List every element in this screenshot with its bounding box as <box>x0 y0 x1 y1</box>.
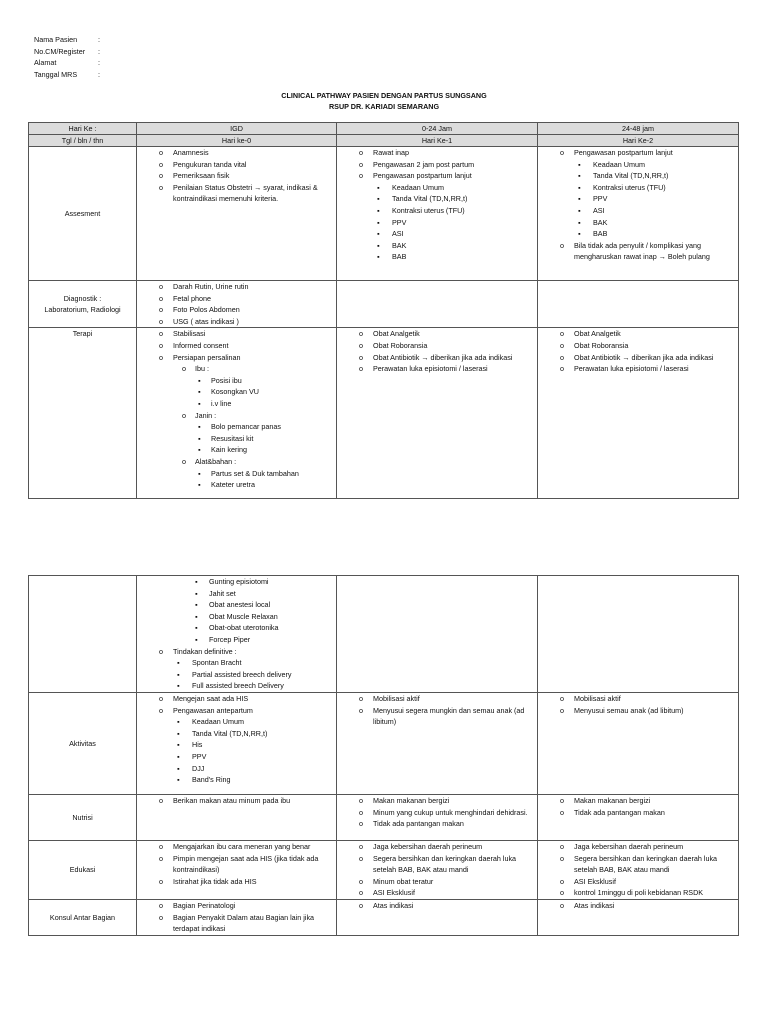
list-item: o Obat Roboransia <box>373 340 535 352</box>
colon: : <box>98 46 100 56</box>
sub-sub-item: ▪ Obat-obat uterotonika <box>209 622 334 634</box>
patient-cm-label: No.CM/Register <box>34 46 86 56</box>
list-item: o USG ( atas indikasi ) <box>173 316 334 328</box>
list-item: o ASI Eksklusif <box>574 876 736 888</box>
row-label-line: Diagnostik : <box>63 293 102 303</box>
cell-day1 <box>337 692 538 794</box>
header-cell: Hari Ke-1 <box>337 135 538 147</box>
list-item: o Makan makanan bergizi <box>574 795 736 807</box>
header-cell: Hari ke-0 <box>137 135 337 147</box>
pathway-table-page1 <box>28 122 739 499</box>
colon: : <box>98 69 100 79</box>
list-item: o Minum yang cukup untuk menghindari dehidrasi. <box>373 807 535 819</box>
cell-day2 <box>538 840 739 899</box>
list-item: o Pengawasan 2 jam post partum <box>373 159 535 171</box>
row-label: Nutrisi <box>29 794 137 840</box>
sub-item: ▪ ASI <box>392 228 535 240</box>
cell-day2 <box>538 328 739 499</box>
item-text: Tindakan definitive : <box>173 646 237 656</box>
list-item: o Stabilisasi <box>173 328 334 340</box>
edukasi-row <box>29 840 739 899</box>
list-item: o Obat Analgetik <box>373 328 535 340</box>
patient-address-row <box>34 57 100 69</box>
header-row-day <box>29 123 739 135</box>
colon: : <box>98 58 100 67</box>
list-item: o Anamnesis <box>173 147 334 159</box>
list-item: o Informed consent <box>173 340 334 352</box>
cell-day2 <box>538 281 739 328</box>
terapi-continued-row <box>29 576 739 693</box>
aktivitas-row <box>29 692 739 794</box>
list-item: o Minum obat teratur <box>373 876 535 888</box>
sub-item: ▪ Keadaan Umum <box>392 182 535 194</box>
item-text: Pengawasan antepartum <box>173 705 253 715</box>
header-cell: 0-24 Jam <box>337 123 538 135</box>
cell-day1 <box>337 328 538 499</box>
list-item: o Perawatan luka episiotomi / laserasi <box>574 363 736 375</box>
sub-sub-item: ▪ Forcep Piper <box>209 634 334 646</box>
document-title: CLINICAL PATHWAY PASIEN DENGAN PARTUS SUNGSANG <box>281 91 487 100</box>
row-label: Aktivitas <box>29 692 137 794</box>
sub-sub-item: ▪ Gunting episiotomi <box>209 576 334 588</box>
cell-day1 <box>337 794 538 840</box>
cell-igd <box>137 147 337 281</box>
list-item: o Perawatan luka episiotomi / laserasi <box>373 363 535 375</box>
sub-item: ▪ PPV <box>192 751 334 763</box>
list-item: o Fetal phone <box>173 293 334 305</box>
patient-cm-row <box>34 46 100 58</box>
list-item <box>574 147 736 240</box>
list-item: o Atas indikasi <box>574 900 736 912</box>
list-item <box>173 352 334 491</box>
item-text: Alat&bahan : <box>195 456 237 466</box>
patient-name-label: Nama Pasien <box>34 35 78 44</box>
sub-item: ▪ Tanda Vital (TD,N,RR,t) <box>593 170 736 182</box>
list-item: o Bagian Perinatologi <box>173 900 334 912</box>
cell-igd <box>137 576 337 693</box>
item-text: Persiapan persalinan <box>173 352 241 362</box>
header-cell: 24-48 jam <box>538 123 739 135</box>
cell-day1 <box>337 147 538 281</box>
patient-admission-label: Tanggal MRS <box>34 69 78 79</box>
list-item: o Tidak ada pantangan makan <box>574 807 736 819</box>
sub-item: ▪ BAB <box>593 228 736 240</box>
list-item: o Makan makanan bergizi <box>373 795 535 807</box>
list-item <box>173 705 334 786</box>
sub-sub-item: ▪ Bolo pemancar panas <box>211 421 334 433</box>
list-item <box>373 170 535 263</box>
cell-igd <box>137 692 337 794</box>
sub-item: ▪ BAK <box>392 240 535 252</box>
sub-item: ▪ PPV <box>392 217 535 229</box>
list-item: o Atas indikasi <box>373 900 535 912</box>
list-item: o Pimpin mengejan saat ada HIS (jika tidak ada kontraindikasi) <box>173 853 334 876</box>
pathway-table-page2 <box>28 575 739 936</box>
row-label <box>29 281 137 328</box>
cell-day1 <box>337 840 538 899</box>
list-item: o Mobilisasi aktif <box>373 693 535 705</box>
cell-igd <box>137 899 337 935</box>
sub-item: ▪ BAB <box>392 251 535 263</box>
list-item: o Segera bersihkan dan keringkan daerah luka setelah BAB, BAK atau mandi <box>373 853 535 876</box>
cell-day2 <box>538 576 739 693</box>
header-cell: Hari Ke-2 <box>538 135 739 147</box>
sub-sub-item: ▪ Resusitasi kit <box>211 433 334 445</box>
list-item: o Obat Roboransia <box>574 340 736 352</box>
cell-day2 <box>538 692 739 794</box>
assesment-row <box>29 147 739 281</box>
list-item: o Obat Antibiotik → diberikan jika ada indikasi <box>373 352 535 364</box>
sub-item: ▪ Keadaan Umum <box>593 159 736 171</box>
list-item: o Jaga kebersihan daerah perineum <box>373 841 535 853</box>
cell-day2 <box>538 147 739 281</box>
sub-item: ▪ Spontan Bracht <box>192 657 334 669</box>
patient-name-row <box>34 34 100 46</box>
sub-sub-item: ▪ Partus set & Duk tambahan <box>211 468 334 480</box>
sub-sub-item: ▪ Obat anestesi local <box>209 599 334 611</box>
sub-sub-item: ▪ Posisi ibu <box>211 375 334 387</box>
cell-igd <box>137 281 337 328</box>
cell-day1 <box>337 281 538 328</box>
sub-sub-item: ▪ Kain kering <box>211 444 334 456</box>
sub-sub-item: ▪ Jahit set <box>209 588 334 600</box>
cell-igd <box>137 328 337 499</box>
sub-item <box>195 363 334 409</box>
list-item: o Mobilisasi aktif <box>574 693 736 705</box>
sub-sub-item: ▪ Kosongkan VU <box>211 386 334 398</box>
row-label-line: Laboratorium, Radiologi <box>44 305 121 315</box>
sub-item: ▪ BAK <box>593 217 736 229</box>
sub-item <box>195 456 334 491</box>
sub-item: ▪ Full assisted breech Delivery <box>192 680 334 692</box>
list-item: o Penilaian Status Obstetri → syarat, indikasi & kontraindikasi memenuhi kriteria. <box>173 182 334 205</box>
sub-item <box>195 410 334 456</box>
cell-igd <box>137 840 337 899</box>
list-item: o Menyusui semau anak (ad libitum) <box>574 705 736 717</box>
item-text: Janin : <box>195 410 217 420</box>
konsul-row <box>29 899 739 935</box>
sub-item: ▪ Partial assisted breech delivery <box>192 669 334 681</box>
header-row-date <box>29 135 739 147</box>
list-item: o Mengajarkan ibu cara meneran yang benar <box>173 841 334 853</box>
cell-day1 <box>337 576 538 693</box>
list-item: o ASI Eksklusif <box>373 887 535 899</box>
row-label <box>29 576 137 693</box>
list-item: o kontrol 1minggu di poli kebidanan RSDK <box>574 887 736 899</box>
terapi-row <box>29 328 739 499</box>
list-item: o Jaga kebersihan daerah perineum <box>574 841 736 853</box>
header-cell: IGD <box>137 123 337 135</box>
item-text: Ibu : <box>195 364 209 374</box>
cell-igd <box>137 794 337 840</box>
row-label: Edukasi <box>29 840 137 899</box>
sub-item: ▪ Tanda Vital (TD,N,RR,t) <box>392 193 535 205</box>
list-item: o Pengukuran tanda vital <box>173 159 334 171</box>
sub-item: ▪ DJJ <box>192 763 334 775</box>
cell-day1 <box>337 899 538 935</box>
diagnostik-row <box>29 281 739 328</box>
sub-sub-item: ▪ Obat Muscle Relaxan <box>209 611 334 623</box>
nutrisi-row <box>29 794 739 840</box>
list-item: o Pemeriksaan fisik <box>173 170 334 182</box>
list-item <box>173 646 334 692</box>
list-item: o Obat Analgetik <box>574 328 736 340</box>
sub-item: ▪ Kontraksi uterus (TFU) <box>593 182 736 194</box>
list-item: o Segera bersihkan dan keringkan daerah luka setelah BAB, BAK atau mandi <box>574 853 736 876</box>
patient-address-label: Alamat <box>34 58 57 67</box>
patient-admission-row <box>34 69 100 81</box>
sub-item: ▪ Band's Ring <box>192 774 334 786</box>
item-text: Pengawasan postpartum lanjut <box>574 148 673 157</box>
list-item: o Menyusui segera mungkin dan semau anak (ad libitum) <box>373 705 535 728</box>
header-cell: Tgl / bln / thn <box>29 135 137 147</box>
list-item: o Tidak ada pantangan makan <box>373 818 535 830</box>
cell-day2 <box>538 794 739 840</box>
sub-item: ▪ Keadaan Umum <box>192 716 334 728</box>
document-subtitle: RSUP DR. KARIADI SEMARANG <box>328 102 440 111</box>
sub-sub-item: ▪ Kateter uretra <box>211 479 334 491</box>
cell-day2 <box>538 899 739 935</box>
sub-item: ▪ His <box>192 739 334 751</box>
sub-item: ▪ Kontraksi uterus (TFU) <box>392 205 535 217</box>
list-item: o Berikan makan atau minum pada ibu <box>173 795 334 807</box>
patient-info <box>34 34 100 80</box>
row-label: Assesment <box>29 147 137 281</box>
list-item: o Foto Polos Abdomen <box>173 304 334 316</box>
colon: : <box>98 35 100 44</box>
sub-sub-item: ▪ i.v line <box>211 398 334 410</box>
list-item: o Mengejan saat ada HIS <box>173 693 334 705</box>
row-label: Konsul Antar Bagian <box>29 899 137 935</box>
list-item: o Bila tidak ada penyulit / komplikasi yang mengharuskan rawat inap → Boleh pulang <box>574 240 736 263</box>
list-item: o Bagian Penyakit Dalam atau Bagian lain jika terdapat indikasi <box>173 912 334 935</box>
header-cell: Hari Ke : <box>29 123 137 135</box>
sub-item: ▪ Tanda Vital (TD,N,RR,t) <box>192 728 334 740</box>
list-item: o Rawat inap <box>373 147 535 159</box>
list-item: o Obat Antibiotik → diberikan jika ada indikasi <box>574 352 736 364</box>
sub-item: ▪ PPV <box>593 193 736 205</box>
list-item: o Istirahat jika tidak ada HIS <box>173 876 334 888</box>
row-label: Terapi <box>29 328 137 499</box>
item-text: Pengawasan postpartum lanjut <box>373 171 472 181</box>
list-item: o Darah Rutin, Urine rutin <box>173 281 334 293</box>
sub-item: ▪ ASI <box>593 205 736 217</box>
